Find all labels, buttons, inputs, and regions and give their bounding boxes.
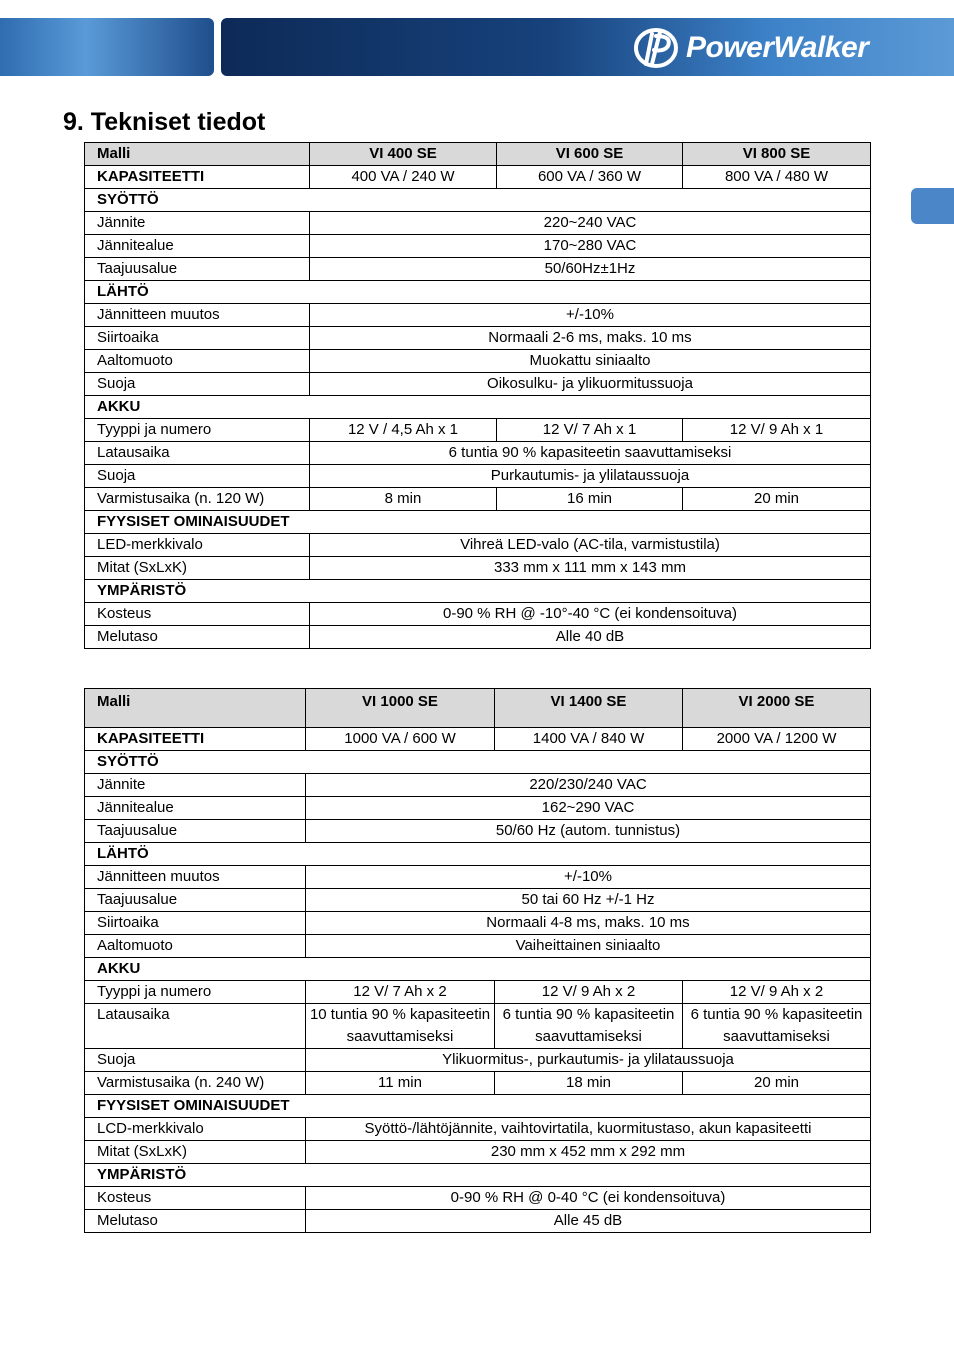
cell-value: Muokattu siniaalto <box>310 350 871 373</box>
row-label: Suoja <box>85 465 310 488</box>
section-heading: AKKU <box>85 396 871 419</box>
section-row <box>85 1164 871 1187</box>
cell-value: 220~240 VAC <box>310 212 871 235</box>
row-label: Taajuusalue <box>85 258 310 281</box>
row-label: Jännite <box>85 212 310 235</box>
cell-value: 8 min <box>310 488 497 511</box>
cell-value: 50/60Hz±1Hz <box>310 258 871 281</box>
table-row <box>85 557 871 580</box>
row-label: LED-merkkivalo <box>85 534 310 557</box>
cell-value: 12 V/ 9 Ah x 1 <box>683 419 871 442</box>
row-label: Siirtoaika <box>85 327 310 350</box>
cell-value: 6 tuntia 90 % kapasiteetin saavuttamiseksi <box>683 1004 871 1049</box>
table-row <box>85 166 871 189</box>
powerwalker-logo-icon <box>632 26 684 70</box>
table-row <box>85 912 871 935</box>
row-label: Kosteus <box>85 1187 306 1210</box>
section-heading: YMPÄRISTÖ <box>85 1164 871 1187</box>
model-name: VI 400 SE <box>310 143 497 166</box>
table-row <box>85 350 871 373</box>
row-label: Taajuusalue <box>85 889 306 912</box>
table-row <box>85 1004 871 1049</box>
table-row <box>85 258 871 281</box>
side-tab-marker <box>911 188 954 224</box>
table-row <box>85 626 871 649</box>
section-row <box>85 958 871 981</box>
section-heading: SYÖTTÖ <box>85 751 871 774</box>
table-row <box>85 1210 871 1233</box>
section-row <box>85 189 871 212</box>
model-name: VI 1400 SE <box>495 689 683 728</box>
models-label: Malli <box>85 689 306 728</box>
cell-value: 12 V/ 7 Ah x 1 <box>497 419 683 442</box>
section-heading: FYYSISET OMINAISUUDET <box>85 1095 871 1118</box>
section-row <box>85 751 871 774</box>
cell-value: Vihreä LED-valo (AC-tila, varmistustila) <box>310 534 871 557</box>
cell-value: Alle 45 dB <box>306 1210 871 1233</box>
cell-value: 18 min <box>495 1072 683 1095</box>
cell-value: 6 tuntia 90 % kapasiteetin saavuttamiseksi <box>495 1004 683 1049</box>
cell-value: 400 VA / 240 W <box>310 166 497 189</box>
row-label: Jännitteen muutos <box>85 304 310 327</box>
section-row <box>85 396 871 419</box>
row-label: Kosteus <box>85 603 310 626</box>
cell-value: 1000 VA / 600 W <box>306 728 495 751</box>
cell-value: 220/230/240 VAC <box>306 774 871 797</box>
section-heading: LÄHTÖ <box>85 843 871 866</box>
section-row <box>85 843 871 866</box>
table-header-row <box>85 143 871 166</box>
row-label: Mitat (SxLxK) <box>85 557 310 580</box>
cell-value: Normaali 2-6 ms, maks. 10 ms <box>310 327 871 350</box>
table-row <box>85 981 871 1004</box>
table-row <box>85 373 871 396</box>
row-label: KAPASITEETTI <box>85 166 310 189</box>
section-row <box>85 511 871 534</box>
cell-value: 0-90 % RH @ 0-40 °C (ei kondensoituva) <box>306 1187 871 1210</box>
cell-value: 12 V/ 9 Ah x 2 <box>495 981 683 1004</box>
section-heading: LÄHTÖ <box>85 281 871 304</box>
table-row <box>85 820 871 843</box>
row-label: Siirtoaika <box>85 912 306 935</box>
table-row <box>85 327 871 350</box>
cell-value: 10 tuntia 90 % kapasiteetin saavuttamiseksi <box>306 1004 495 1049</box>
row-label: Aaltomuoto <box>85 350 310 373</box>
row-label: Varmistusaika (n. 120 W) <box>85 488 310 511</box>
table-row <box>85 603 871 626</box>
cell-value: 12 V/ 7 Ah x 2 <box>306 981 495 1004</box>
row-label: LCD-merkkivalo <box>85 1118 306 1141</box>
section-title: 9. Tekniset tiedot <box>63 108 266 136</box>
models-label: Malli <box>85 143 310 166</box>
row-label: Tyyppi ja numero <box>85 981 306 1004</box>
section-row <box>85 580 871 603</box>
row-label: Jännite <box>85 774 306 797</box>
cell-value: 0-90 % RH @ -10°-40 °C (ei kondensoituva) <box>310 603 871 626</box>
brand-logo <box>632 26 868 70</box>
row-label: Varmistusaika (n. 240 W) <box>85 1072 306 1095</box>
model-name: VI 600 SE <box>497 143 683 166</box>
header-band-left <box>0 18 214 76</box>
row-label: Aaltomuoto <box>85 935 306 958</box>
model-name: VI 2000 SE <box>683 689 871 728</box>
table-row <box>85 1141 871 1164</box>
cell-value: 600 VA / 360 W <box>497 166 683 189</box>
cell-value: 230 mm x 452 mm x 292 mm <box>306 1141 871 1164</box>
row-label: Latausaika <box>85 442 310 465</box>
table-row <box>85 866 871 889</box>
cell-value: 800 VA / 480 W <box>683 166 871 189</box>
row-label: Suoja <box>85 1049 306 1072</box>
cell-value: Vaiheittainen siniaalto <box>306 935 871 958</box>
table-row <box>85 1072 871 1095</box>
table-row <box>85 1118 871 1141</box>
table-row <box>85 212 871 235</box>
spec-table-2 <box>84 688 871 1233</box>
cell-value: 6 tuntia 90 % kapasiteetin saavuttamiseksi <box>310 442 871 465</box>
model-name: VI 1000 SE <box>306 689 495 728</box>
model-name: VI 800 SE <box>683 143 871 166</box>
cell-value: Alle 40 dB <box>310 626 871 649</box>
cell-value: Normaali 4-8 ms, maks. 10 ms <box>306 912 871 935</box>
row-label: KAPASITEETTI <box>85 728 306 751</box>
cell-value: 20 min <box>683 488 871 511</box>
cell-value: Purkautumis- ja ylilataussuoja <box>310 465 871 488</box>
section-heading: AKKU <box>85 958 871 981</box>
cell-value: 11 min <box>306 1072 495 1095</box>
row-label: Jännitteen muutos <box>85 866 306 889</box>
table-row <box>85 1049 871 1072</box>
table-row <box>85 304 871 327</box>
row-label: Jännitealue <box>85 797 306 820</box>
cell-value: 20 min <box>683 1072 871 1095</box>
table-row <box>85 534 871 557</box>
table-row <box>85 889 871 912</box>
cell-value: Oikosulku- ja ylikuormitussuoja <box>310 373 871 396</box>
cell-value: 333 mm x 111 mm x 143 mm <box>310 557 871 580</box>
cell-value: 12 V/ 9 Ah x 2 <box>683 981 871 1004</box>
row-label: Suoja <box>85 373 310 396</box>
table-row <box>85 797 871 820</box>
table-row <box>85 774 871 797</box>
table-row <box>85 488 871 511</box>
cell-value: Ylikuormitus-, purkautumis- ja ylilataussuoja <box>306 1049 871 1072</box>
table-row <box>85 935 871 958</box>
row-label: Taajuusalue <box>85 820 306 843</box>
table-row <box>85 465 871 488</box>
section-heading: SYÖTTÖ <box>85 189 871 212</box>
cell-value: 1400 VA / 840 W <box>495 728 683 751</box>
cell-value: 170~280 VAC <box>310 235 871 258</box>
section-row <box>85 281 871 304</box>
section-row <box>85 1095 871 1118</box>
section-heading: YMPÄRISTÖ <box>85 580 871 603</box>
cell-value: 50/60 Hz (autom. tunnistus) <box>306 820 871 843</box>
cell-value: Syöttö-/lähtöjännite, vaihtovirtatila, kuormitustaso, akun kapasiteetti <box>306 1118 871 1141</box>
section-heading: FYYSISET OMINAISUUDET <box>85 511 871 534</box>
row-label: Jännitealue <box>85 235 310 258</box>
table-row <box>85 1187 871 1210</box>
row-label: Melutaso <box>85 626 310 649</box>
cell-value: +/-10% <box>310 304 871 327</box>
table-row <box>85 728 871 751</box>
table-row <box>85 235 871 258</box>
cell-value: 16 min <box>497 488 683 511</box>
cell-value: 50 tai 60 Hz +/-1 Hz <box>306 889 871 912</box>
cell-value: 12 V / 4,5 Ah x 1 <box>310 419 497 442</box>
cell-value: 162~290 VAC <box>306 797 871 820</box>
table-header-row <box>85 689 871 728</box>
cell-value: +/-10% <box>306 866 871 889</box>
row-label: Tyyppi ja numero <box>85 419 310 442</box>
row-label: Latausaika <box>85 1004 306 1049</box>
cell-value: 2000 VA / 1200 W <box>683 728 871 751</box>
table-row <box>85 442 871 465</box>
row-label: Mitat (SxLxK) <box>85 1141 306 1164</box>
row-label: Melutaso <box>85 1210 306 1233</box>
spec-table-1 <box>84 142 871 649</box>
table-row <box>85 419 871 442</box>
brand-name: PowerWalker <box>686 31 869 64</box>
